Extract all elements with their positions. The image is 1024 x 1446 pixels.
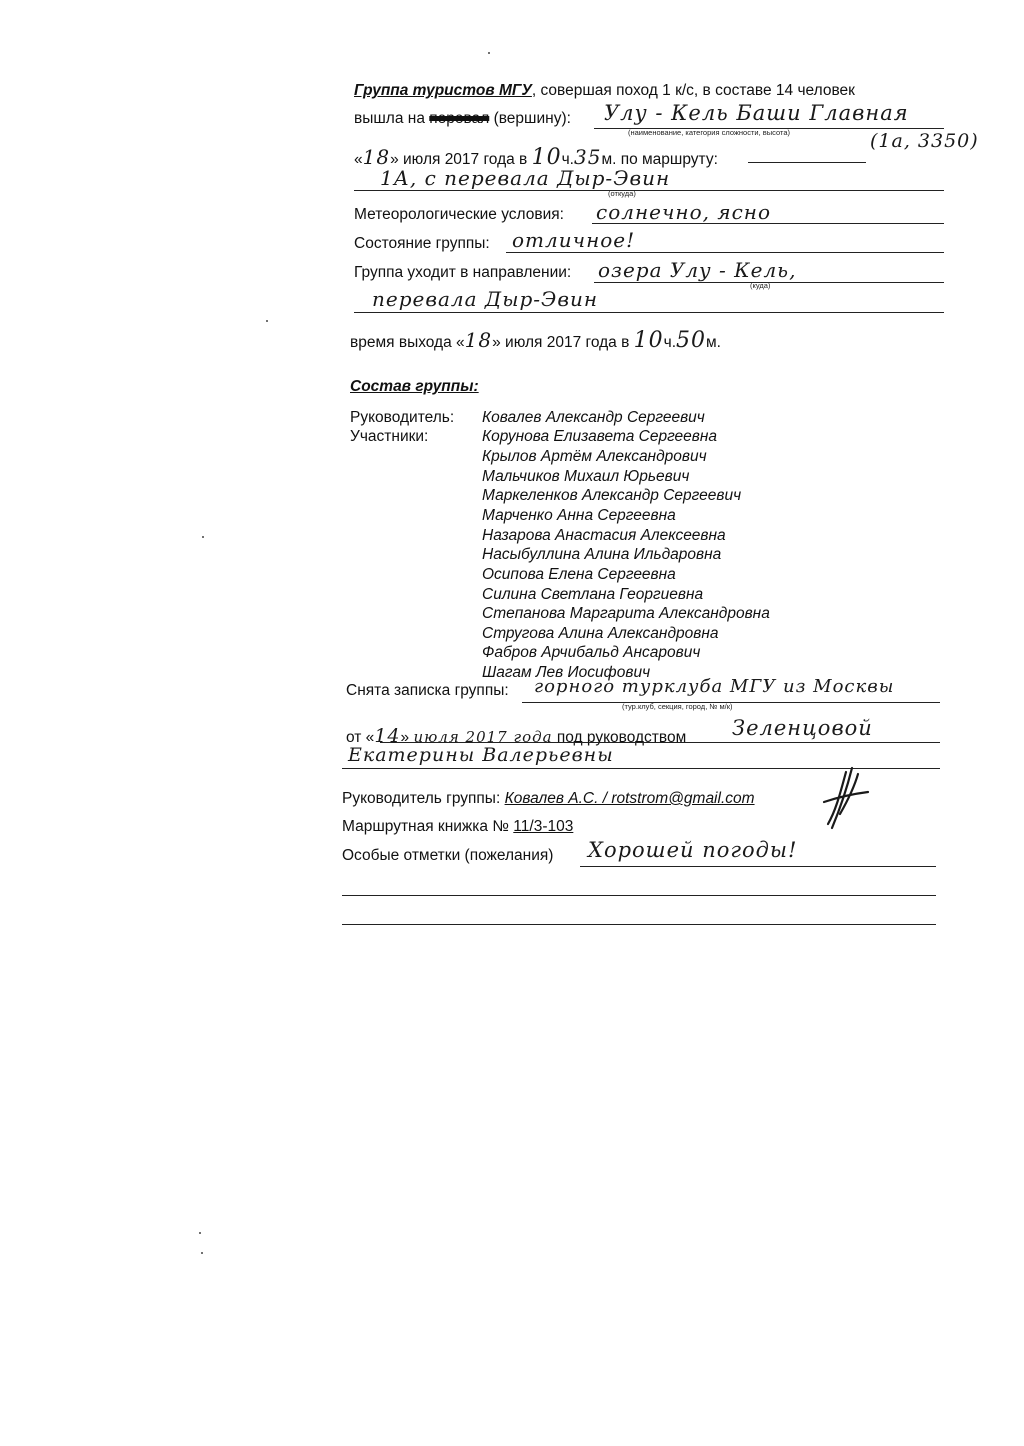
footer-leader-value: Ковалев А.С. / rotstrom@gmail.com bbox=[504, 790, 755, 807]
member-item: Назарова Анастасия Алексеевна bbox=[482, 527, 726, 544]
struck-word: перевал bbox=[429, 110, 490, 127]
route-caption: (откуда) bbox=[608, 189, 636, 198]
reached-prefix: вышла на bbox=[354, 110, 425, 127]
removal-leader-value-2: Екатерины Валерьевны bbox=[348, 744, 614, 766]
from-month-year: июля 2017 года bbox=[413, 728, 553, 746]
member-item: Марченко Анна Сергеевна bbox=[482, 507, 676, 524]
group-description: , совершая поход 1 к/с, в составе 14 человек bbox=[531, 82, 855, 99]
removal-leader-value: Зеленцовой bbox=[732, 716, 873, 740]
state-value: отличное! bbox=[512, 228, 636, 252]
member-item: Насыбуллина Алина Ильдаровна bbox=[482, 546, 722, 563]
departure-day: 18 bbox=[464, 328, 493, 352]
route-underline-2 bbox=[354, 190, 944, 191]
day-handwritten: 18 bbox=[362, 145, 391, 169]
direction-label: Группа уходит в направлении: bbox=[354, 264, 572, 281]
route-label: м. по маршруту: bbox=[601, 151, 718, 168]
weather-underline bbox=[592, 223, 944, 224]
direction-value-2: перевала Дыр-Эвин bbox=[372, 287, 599, 311]
members-label: Участники: bbox=[350, 428, 429, 445]
member-item: Шагам Лев Иосифович bbox=[482, 664, 651, 681]
date-open: « bbox=[354, 151, 363, 168]
route-underline-1 bbox=[748, 162, 866, 163]
peak-handwritten: Улу - Кель Баши Главная bbox=[604, 101, 909, 125]
minute-handwritten: 35 bbox=[573, 145, 602, 169]
notes-value: Хорошей погоды! bbox=[588, 838, 798, 862]
departure-mid: » июля 2017 года в bbox=[492, 334, 630, 351]
departure-suffix: м. bbox=[706, 334, 721, 351]
notes-underline-2 bbox=[342, 895, 936, 896]
member-item: Мальчиков Михаил Юрьевич bbox=[482, 468, 690, 485]
notes-underline-1 bbox=[580, 866, 936, 867]
weather-label: Метеорологические условия: bbox=[354, 206, 564, 223]
notes-underline-3 bbox=[342, 924, 936, 925]
route-handwritten: 1А, с перевала Дыр-Эвин bbox=[380, 166, 671, 190]
peak-params: (1а, 3350) bbox=[870, 130, 979, 152]
departure-hour: 10 bbox=[633, 328, 664, 353]
direction-value: озера Улу - Кель, bbox=[598, 258, 797, 282]
hour-unit: ч. bbox=[561, 151, 574, 168]
member-item: Стругова Алина Александровна bbox=[482, 625, 719, 642]
scan-speck bbox=[201, 1252, 203, 1254]
footer-leader-label: Руководитель группы: bbox=[342, 790, 501, 807]
member-item: Крылов Артём Александрович bbox=[482, 448, 707, 465]
route-book-line bbox=[342, 818, 573, 836]
scan-speck bbox=[266, 320, 268, 322]
route-book-label: Маршрутная книжка № bbox=[342, 818, 509, 835]
from-prefix: от « bbox=[346, 729, 375, 746]
departure-minute: 50 bbox=[676, 328, 707, 353]
member-item: Осипова Елена Сергеевна bbox=[482, 566, 676, 583]
state-label: Состояние группы: bbox=[354, 235, 490, 252]
departure-prefix: время выхода « bbox=[350, 334, 465, 351]
departure-hour-unit: ч. bbox=[663, 334, 677, 351]
removal-label: Снята записка группы: bbox=[346, 682, 509, 699]
reached-suffix: (вершину): bbox=[493, 110, 571, 127]
removal-value: горного турклуба МГУ из Москвы bbox=[534, 676, 895, 697]
peak-caption: (наименование, категория сложности, высота) bbox=[628, 128, 791, 137]
leader-name: Ковалев Александр Сергеевич bbox=[482, 409, 705, 426]
member-item: Маркеленков Александр Сергеевич bbox=[482, 487, 742, 504]
route-book-value: 11/3-103 bbox=[513, 818, 574, 835]
member-item: Силина Светлана Георгиевна bbox=[482, 586, 704, 603]
departure-line bbox=[350, 328, 721, 353]
member-item: Фабров Арчибальд Ансарович bbox=[482, 644, 701, 661]
reached-line bbox=[354, 110, 571, 128]
group-intro bbox=[354, 82, 855, 100]
from-mid: » bbox=[400, 729, 410, 746]
scan-speck bbox=[488, 52, 490, 54]
weather-value: солнечно, ясно bbox=[596, 200, 772, 224]
direction-underline-2 bbox=[354, 312, 944, 313]
leader-label: Руководитель: bbox=[350, 409, 455, 426]
removal-leader-label: под руководством bbox=[556, 729, 687, 746]
member-item: Корунова Елизавета Сергеевна bbox=[482, 428, 718, 445]
removal-caption: (тур.клуб, секция, город, № м/к) bbox=[622, 702, 733, 711]
scan-speck bbox=[202, 536, 204, 538]
direction-caption: (куда) bbox=[750, 281, 771, 290]
group-label: Группа туристов МГУ bbox=[354, 82, 532, 99]
signature-mark bbox=[818, 764, 874, 836]
removal-underline-2 bbox=[380, 742, 940, 743]
footer-leader-line bbox=[342, 790, 755, 808]
member-item: Степанова Маргарита Александровна bbox=[482, 605, 770, 622]
state-underline bbox=[506, 252, 944, 253]
from-day: 14 bbox=[374, 725, 401, 747]
composition-title: Состав группы: bbox=[350, 378, 479, 395]
date-mid: » июля 2017 года в bbox=[390, 151, 528, 168]
scan-speck bbox=[199, 1232, 201, 1234]
hour-handwritten: 10 bbox=[531, 145, 562, 170]
notes-label: Особые отметки (пожелания) bbox=[342, 847, 554, 864]
